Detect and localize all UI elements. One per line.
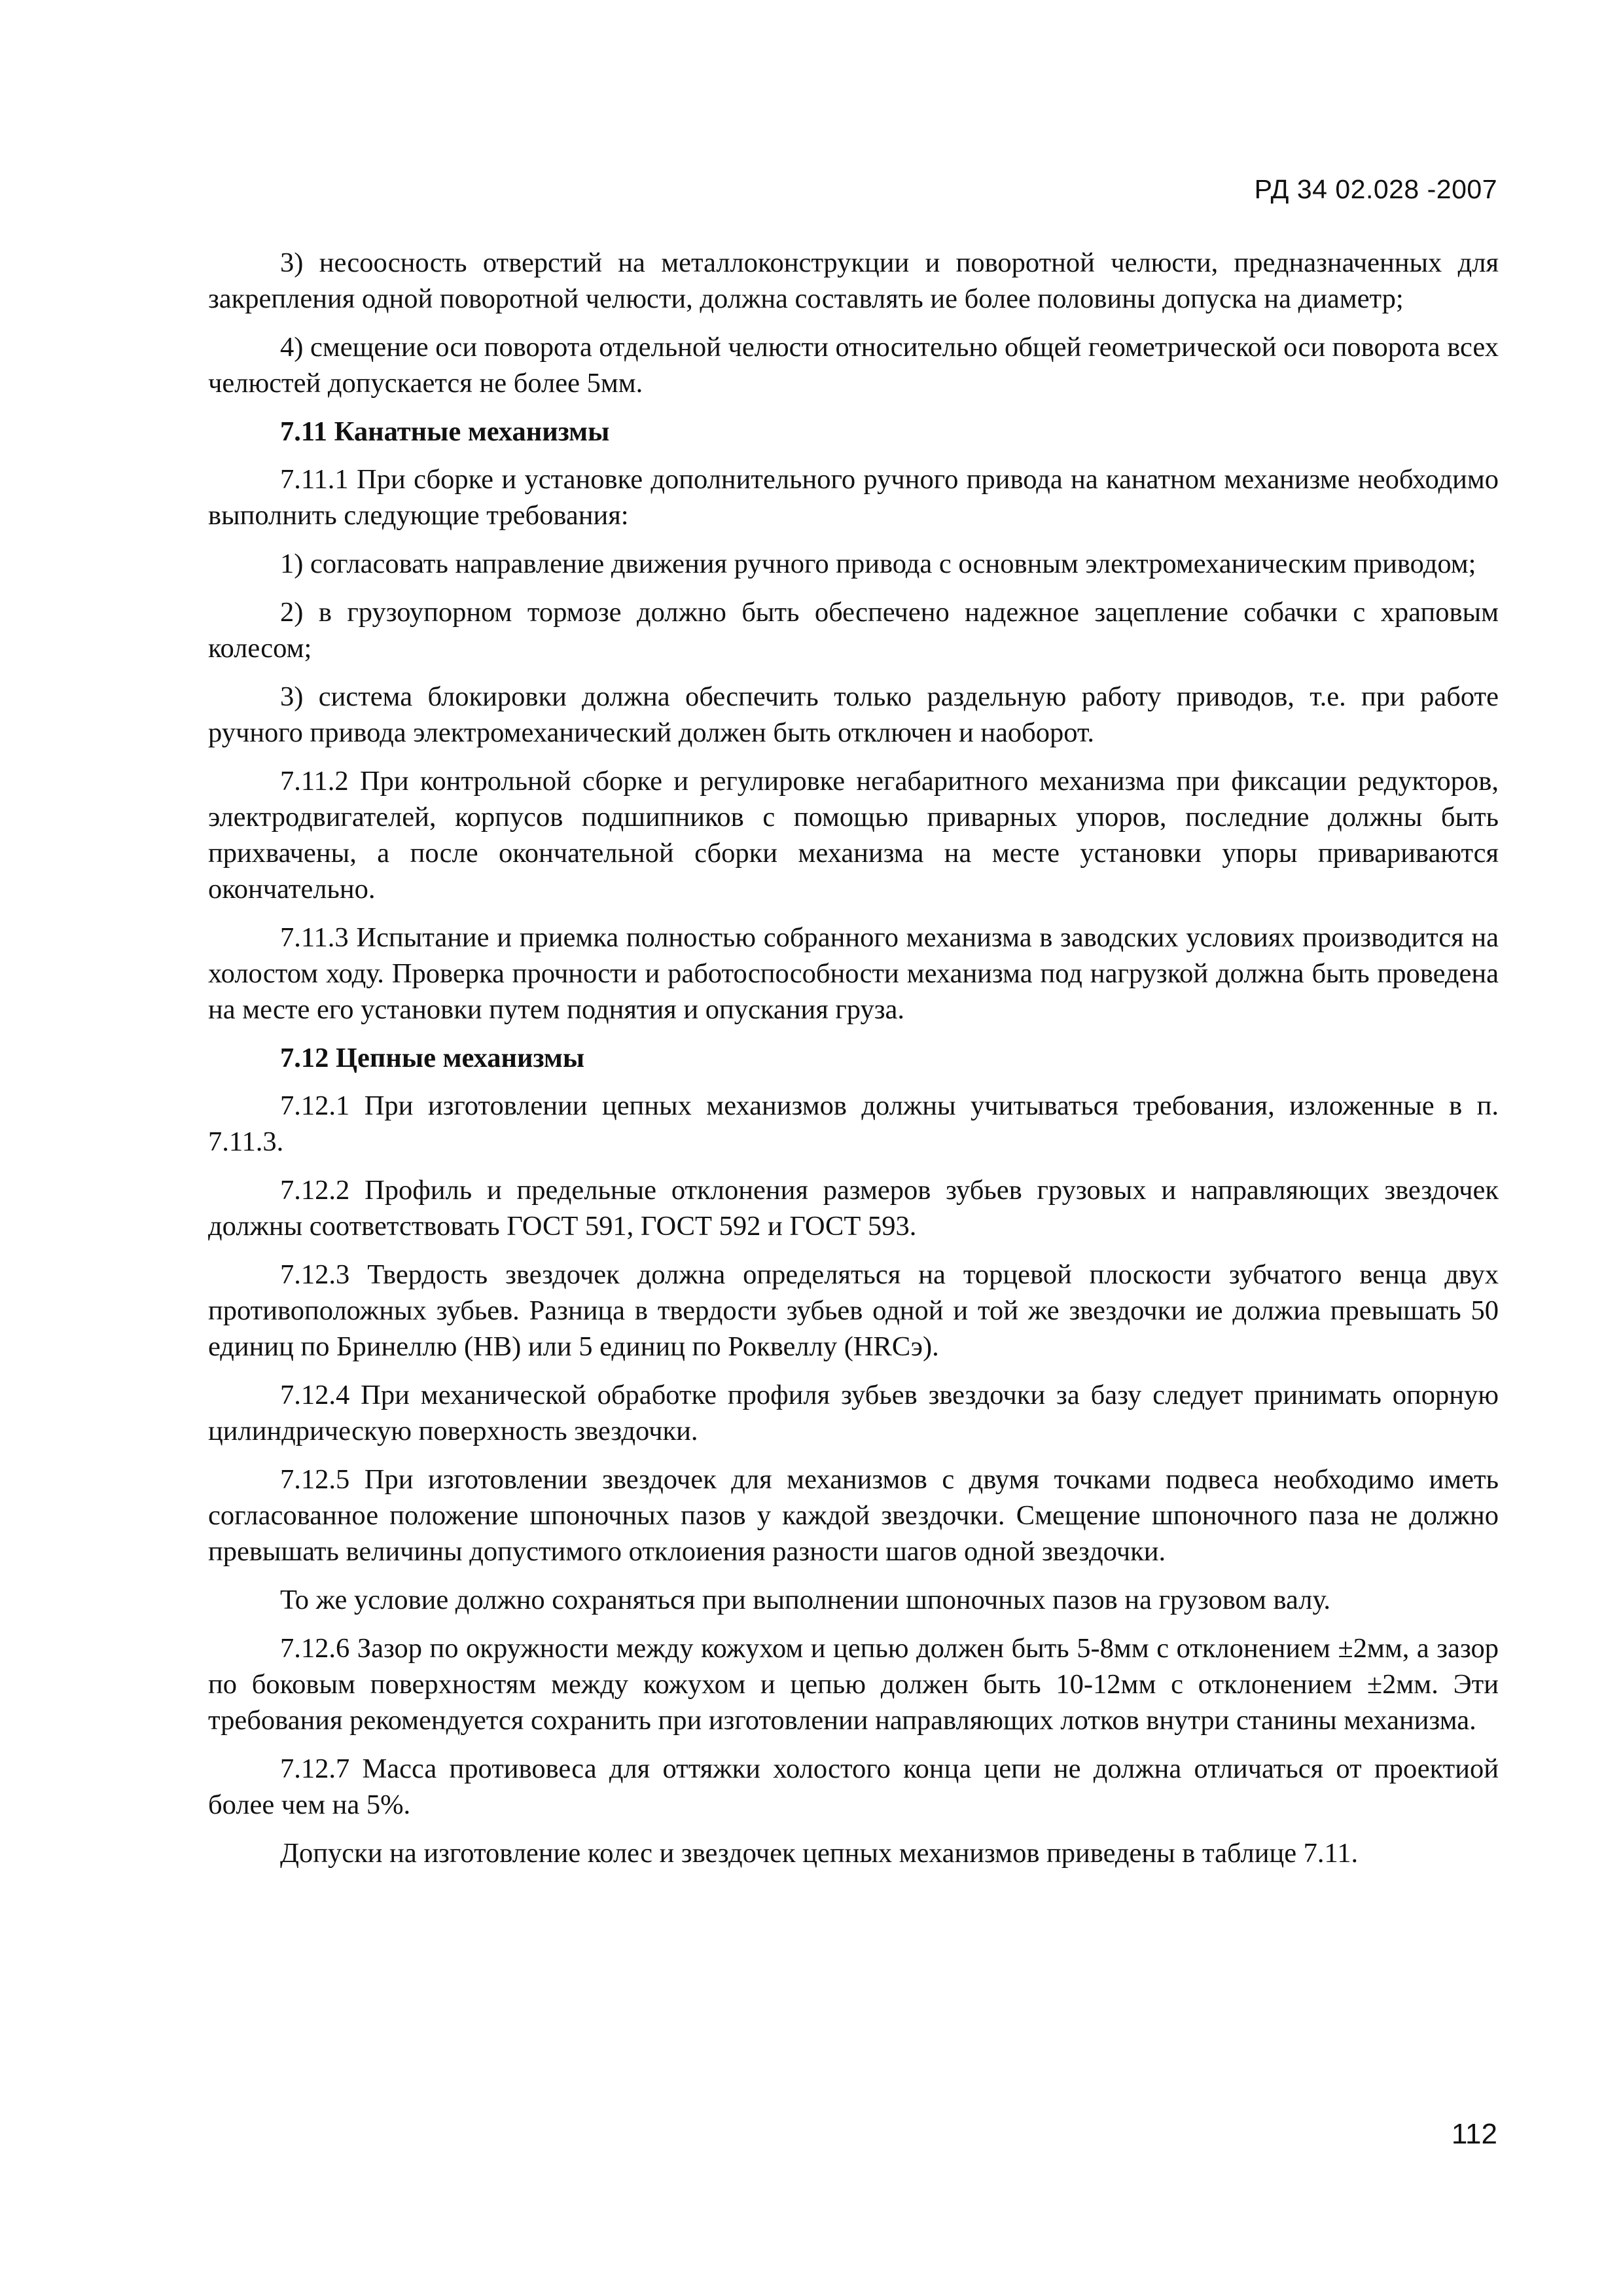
document-code: РД 34 02.028 -2007 — [1254, 174, 1497, 204]
paragraph: То же условие должно сохраняться при выполнении шпоночных пазов на грузовом валу. — [280, 1585, 1331, 1615]
page-body — [208, 245, 1499, 1884]
page-number: 112 — [1451, 2118, 1497, 2150]
paragraph: 2) в грузоупорном тормозе должно быть обеспечено надежное зацепление собачки с храповым колесом; — [208, 597, 1499, 664]
paragraph: Допуски на изготовление колес и звездочек цепных механизмов приведены в таблице 7.11. — [280, 1838, 1359, 1869]
section-heading-7-12: 7.12 Цепные механизмы — [280, 1043, 585, 1073]
paragraph: 7.12.3 Твердость звездочек должна определяться на торцевой плоскости зубчатого венца двух противоположных зубьев. Разница в твердости зубьев одной и той же звездочки ие должиа превышать 50 единиц по Бринеллю (НВ) или 5 единиц по Роквеллу (НRСэ). — [208, 1259, 1499, 1362]
paragraph: 7.12.7 Масса противовеса для оттяжки холостого конца цепи не должна отличаться от проектиой более чем на 5%. — [208, 1753, 1499, 1820]
paragraph: 7.12.6 Зазор по окружности между кожухом и цепью должен быть 5-8мм с отклонением ±2мм, а зазор по боковым поверхностям между кожухом и цепью должен быть 10-12мм с отклонением ±2мм. Эти требования рекомендуется сохранить при изготовлении направляющих лотков внутри станины механизма. — [208, 1633, 1499, 1736]
section-heading-7-11: 7.11 Канатные механизмы — [280, 416, 610, 447]
paragraph: 7.12.4 При механической обработке профиля зубьев звездочки за базу следует принимать опорную цилиндрическую поверхность звездочки. — [208, 1380, 1499, 1446]
paragraph: 7.11.1 При сборке и установке дополнительного ручного привода на канатном механизме необходимо выполнить следующие требования: — [208, 464, 1499, 531]
paragraph: 7.12.5 При изготовлении звездочек для механизмов с двумя точками подвеса необходимо иметь согласованное положение шпоночных пазов у каждой звездочки. Смещение шпоночного паза не должно превышать величины допустимого отклоиения разности шагов одной звездочки. — [208, 1464, 1499, 1567]
paragraph: 7.11.3 Испытание и приемка полностью собранного механизма в заводских условиях производится на холостом ходу. Проверка прочности и работоспособности механизма под нагрузкой должна быть проведена на месте его установки путем поднятия и опускания груза. — [208, 922, 1499, 1025]
paragraph: 3) несоосность отверстий на металлоконструкции и поворотной челюсти, предназначенных для закрепления одной поворотной челюсти, должна составлять ие более половины допуска на диаметр; — [208, 247, 1499, 314]
paragraph: 1) согласовать направление движения ручного привода с основным электромеханическим приводом; — [280, 548, 1476, 579]
paragraph: 7.12.1 При изготовлении цепных механизмов должны учитываться требования, изложенные в п. 7.11.3. — [208, 1090, 1499, 1157]
paragraph: 7.12.2 Профиль и предельные отклонения размеров зубьев грузовых и направляющих звездочек должны соответствовать ГОСТ 591, ГОСТ 592 и ГОСТ 593. — [208, 1175, 1499, 1242]
paragraph: 3) система блокировки должна обеспечить только раздельную работу приводов, т.е. при работе ручного привода электромеханический должен быть отключен и наоборот. — [208, 681, 1499, 748]
paragraph: 4) смещение оси поворота отдельной челюсти относительно общей геометрической оси поворота всех челюстей допускается не более 5мм. — [208, 332, 1499, 399]
paragraph: 7.11.2 При контрольной сборке и регулировке негабаритного механизма при фиксации редукторов, электродвигателей, корпусов подшипников с помощью приварных упоров, последние должны быть прихвачены, а после окончательной сборки механизма на месте установки упоры привариваются окончательно. — [208, 766, 1499, 905]
